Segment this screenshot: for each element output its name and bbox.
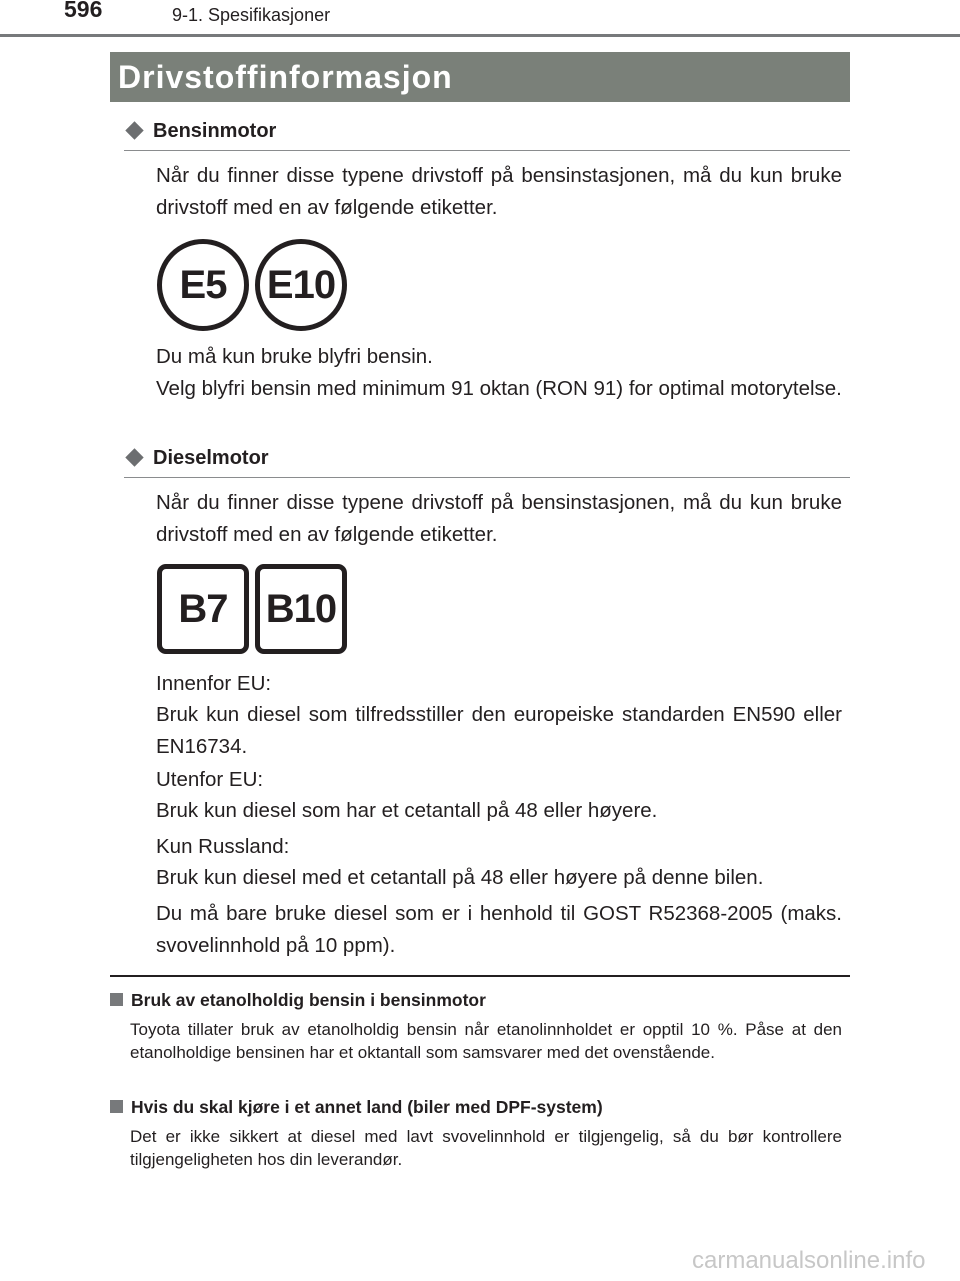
diesel-non-eu-text: Bruk kun diesel som har et cetantall på 48 eller høyere.: [156, 799, 658, 822]
section-banner: [110, 52, 850, 102]
diesel-non-eu-label: Utenfor EU:: [156, 768, 264, 791]
petrol-unleaded-text: Du må kun bruke blyfri bensin.: [156, 345, 433, 368]
b7-fuel-label-icon: B7: [157, 564, 249, 654]
petrol-heading: [124, 120, 276, 143]
chapter-title: 9-1. Spesifikasjoner: [172, 5, 331, 25]
diesel-heading-label: Dieselmotor: [153, 447, 269, 469]
diesel-intro: Når du finner disse typene drivstoff på bensinstasjonen, må du kun bruke drivstoff med en av følgende etiketter.: [156, 491, 842, 546]
page-number: 596: [64, 0, 103, 22]
petrol-octane-text: Velg blyfri bensin med minimum 91 oktan (RON 91) for optimal motorytelse.: [156, 377, 842, 400]
square-bullet-icon: [110, 1100, 123, 1113]
note-body-ethanol: Toyota tillater bruk av etanolholdig bensin når etanolinnholdet er opptil 10 %. Påse at den etanolholdige bensinen har et oktantall som samsvarer med det ovenstående.: [130, 1020, 842, 1062]
diesel-gost-text: Du må bare bruke diesel som er i henhold til GOST R52368-2005 (maks. svovelinnhold på 10 ppm).: [156, 902, 842, 957]
e5-fuel-label-icon: E5: [157, 239, 249, 331]
watermark: carmanualsonline.info: [692, 1247, 926, 1274]
petrol-intro: Når du finner disse typene drivstoff på bensinstasjonen, må du kun bruke drivstoff med en av følgende etiketter.: [156, 164, 842, 219]
diamond-bullet-icon: [125, 449, 143, 467]
diesel-heading: [124, 447, 269, 470]
diamond-bullet-icon: [125, 122, 143, 140]
notes-divider: [110, 975, 850, 977]
diesel-eu-text: Bruk kun diesel som tilfredsstiller den europeiske standarden EN590 eller EN16734.: [156, 703, 842, 758]
header-divider: [0, 34, 960, 37]
diesel-heading-rule: [124, 477, 850, 478]
petrol-heading-label: Bensinmotor: [153, 120, 277, 142]
e10-fuel-label-icon: E10: [255, 239, 347, 331]
section-title: Drivstoffinformasjon: [118, 59, 453, 95]
note-title-other-country: [110, 1097, 603, 1118]
note-title-ethanol-label: Bruk av etanolholdig bensin i bensinmotor: [131, 990, 486, 1010]
square-bullet-icon: [110, 993, 123, 1006]
petrol-heading-rule: [124, 150, 850, 151]
diesel-russia-label: Kun Russland:: [156, 835, 290, 858]
diesel-eu-label: Innenfor EU:: [156, 672, 272, 695]
note-body-other-country: Det er ikke sikkert at diesel med lavt svovelinnhold er tilgjengelig, så du bør kontrollere tilgjengeligheten hos din leverandør.: [130, 1127, 842, 1169]
b10-fuel-label-icon: B10: [255, 564, 347, 654]
diesel-russia-text: Bruk kun diesel med et cetantall på 48 eller høyere på denne bilen.: [156, 866, 764, 889]
note-title-ethanol: [110, 990, 486, 1011]
note-title-other-country-label: Hvis du skal kjøre i et annet land (biler med DPF-system): [131, 1097, 603, 1117]
